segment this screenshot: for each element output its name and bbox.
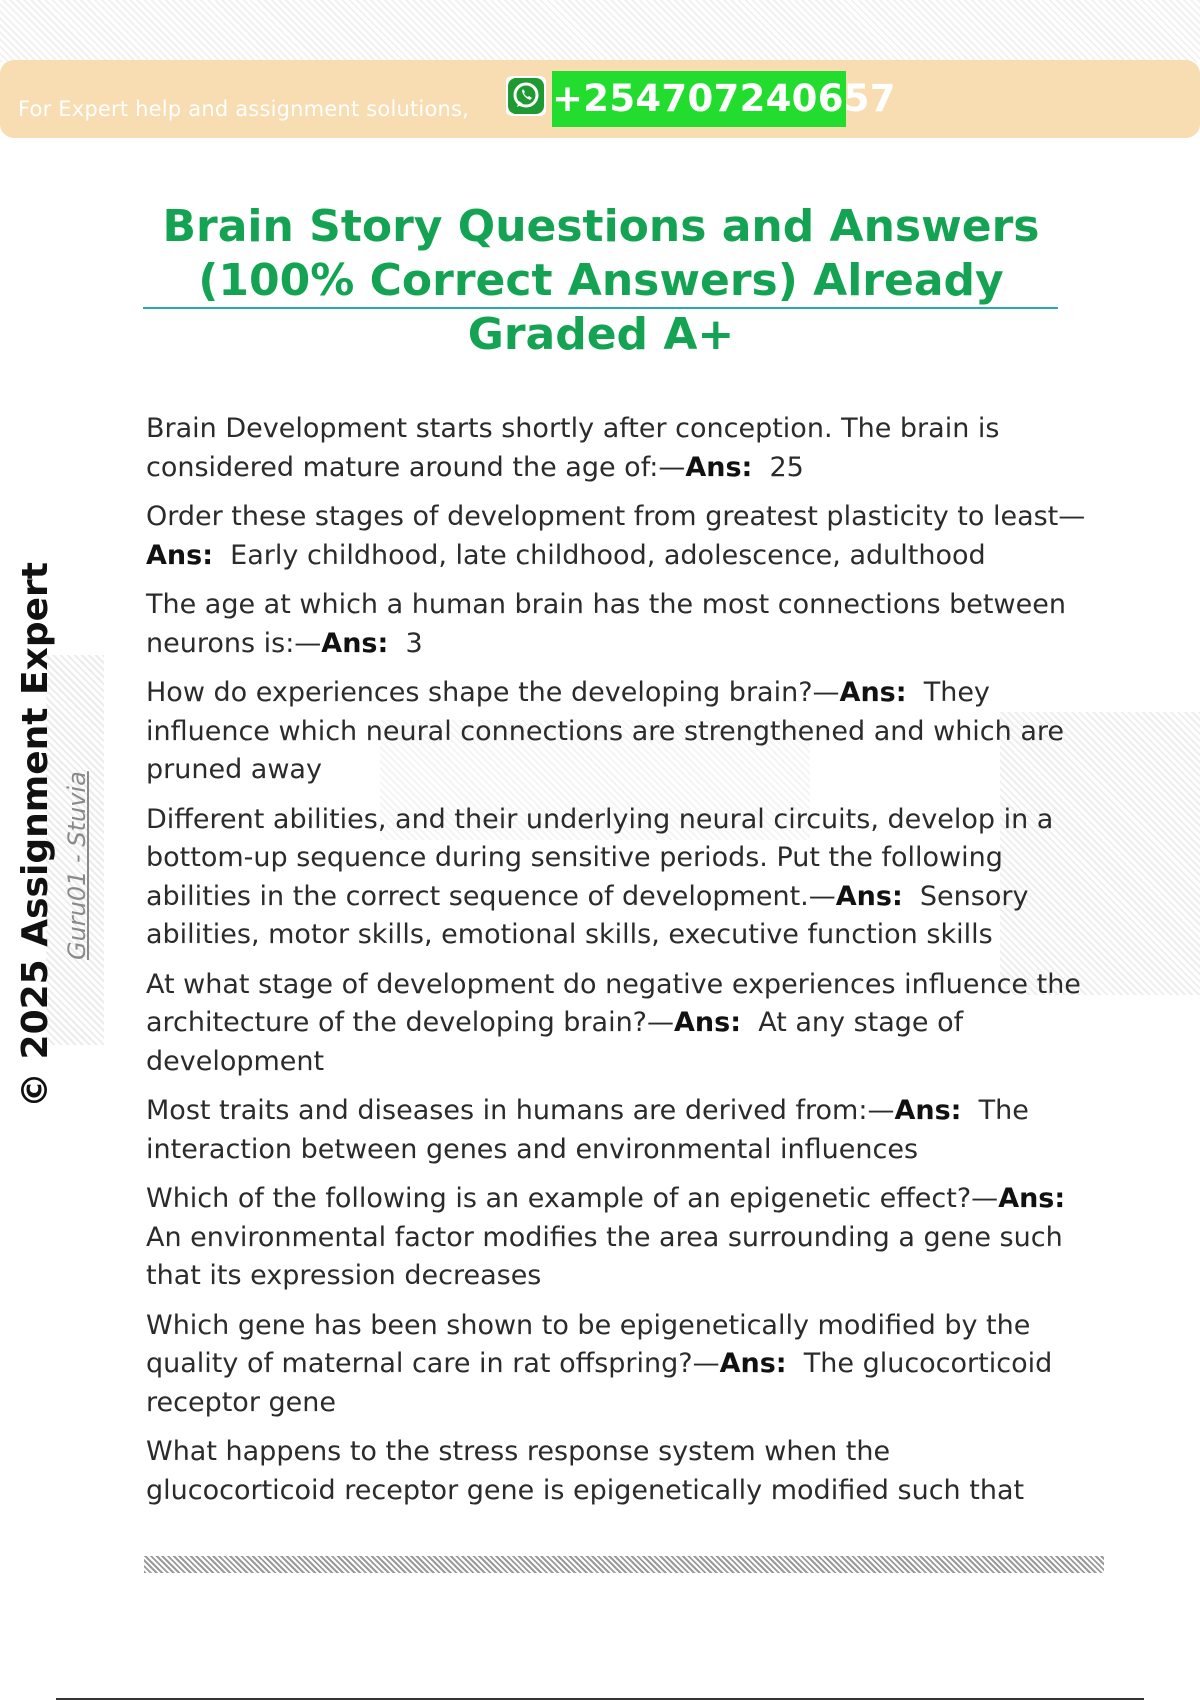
side-sub-watermark <box>60 740 94 960</box>
question-text: Which gene has been shown to be epigenetically modified by the quality of maternal care in rat offspring?— <box>146 1309 1031 1379</box>
top-hatch-decoration <box>0 0 1200 62</box>
answer-text: At any stage of development <box>146 1007 964 1077</box>
answer-text: The interaction between genes and environmental influences <box>146 1095 1029 1165</box>
answer-text: Sensory abilities, motor skills, emotional skills, executive function skills <box>146 880 1029 950</box>
answer-label: Ans: <box>674 1007 742 1038</box>
answer-text: The glucocorticoid receptor gene <box>146 1348 1053 1418</box>
answer-label: Ans: <box>321 627 389 659</box>
answer-label: Ans: <box>894 1095 962 1126</box>
answer-text: An environmental factor modifies the area surrounding a gene such that its expression decreases <box>146 1221 1063 1291</box>
answer-text: 3 <box>405 627 423 659</box>
answer-label: Ans: <box>998 1183 1066 1214</box>
question-text: What happens to the stress response system when the glucocorticoid receptor gene is epigenetically modified such that <box>146 1436 1025 1506</box>
whatsapp-icon[interactable] <box>506 76 546 116</box>
answer-text: They influence which neural connections are strengthened and which are pruned away <box>146 677 1065 785</box>
qa-item <box>146 1307 1086 1423</box>
qa-list <box>146 410 1086 1521</box>
answer-label: Ans: <box>835 880 903 912</box>
question-text: How do experiences shape the developing brain?— <box>146 677 840 708</box>
question-text: Which of the following is an example of an epigenetic effect?— <box>146 1183 999 1214</box>
qa-item <box>146 410 1086 487</box>
qa-item <box>146 674 1086 790</box>
question-text: Brain Development starts shortly after conception. The brain is considered mature around the age of:— <box>146 413 1000 483</box>
side-sub-text: Guru01 - Stuvia <box>63 771 91 960</box>
question-text: Most traits and diseases in humans are derived from:— <box>146 1095 895 1126</box>
side-watermark <box>12 508 60 1108</box>
qa-item <box>146 966 1086 1082</box>
qa-item <box>146 1433 1086 1510</box>
qa-item <box>146 1092 1086 1169</box>
answer-text: 25 <box>769 451 804 483</box>
answer-label: Ans: <box>685 451 753 483</box>
question-text: At what stage of development do negative experiences influence the architecture of the developing brain?— <box>146 968 1081 1038</box>
question-text: The age at which a human brain has the most connections between neurons is:— <box>146 589 1066 659</box>
side-watermark-text: © 2025 Assignment Expert <box>15 562 56 1108</box>
qa-item <box>146 801 1086 955</box>
title-underline <box>143 307 1058 309</box>
answer-text: Early childhood, late childhood, adolescence, adulthood <box>230 539 986 571</box>
answer-label: Ans: <box>146 539 213 571</box>
page-title: Brain Story Questions and Answers (100% Correct Answers) Already Graded A+ <box>162 201 1040 360</box>
qa-item <box>146 1180 1086 1296</box>
answer-label: Ans: <box>839 677 907 708</box>
banner-text: For Expert help and assignment solutions, <box>18 97 470 121</box>
question-text: Order these stages of development from greatest plasticity to least— <box>146 501 1086 532</box>
bottom-hatch-decoration <box>144 1556 1104 1573</box>
phone-number[interactable]: +254707240657 <box>552 71 846 127</box>
qa-item <box>146 586 1086 663</box>
question-text: Different abilities, and their underlying neural circuits, develop in a bottom-up sequence during sensitive periods. Put the following abilities in the correct sequence of development.— <box>146 803 1054 912</box>
answer-label: Ans: <box>719 1348 787 1379</box>
qa-item <box>146 498 1086 575</box>
